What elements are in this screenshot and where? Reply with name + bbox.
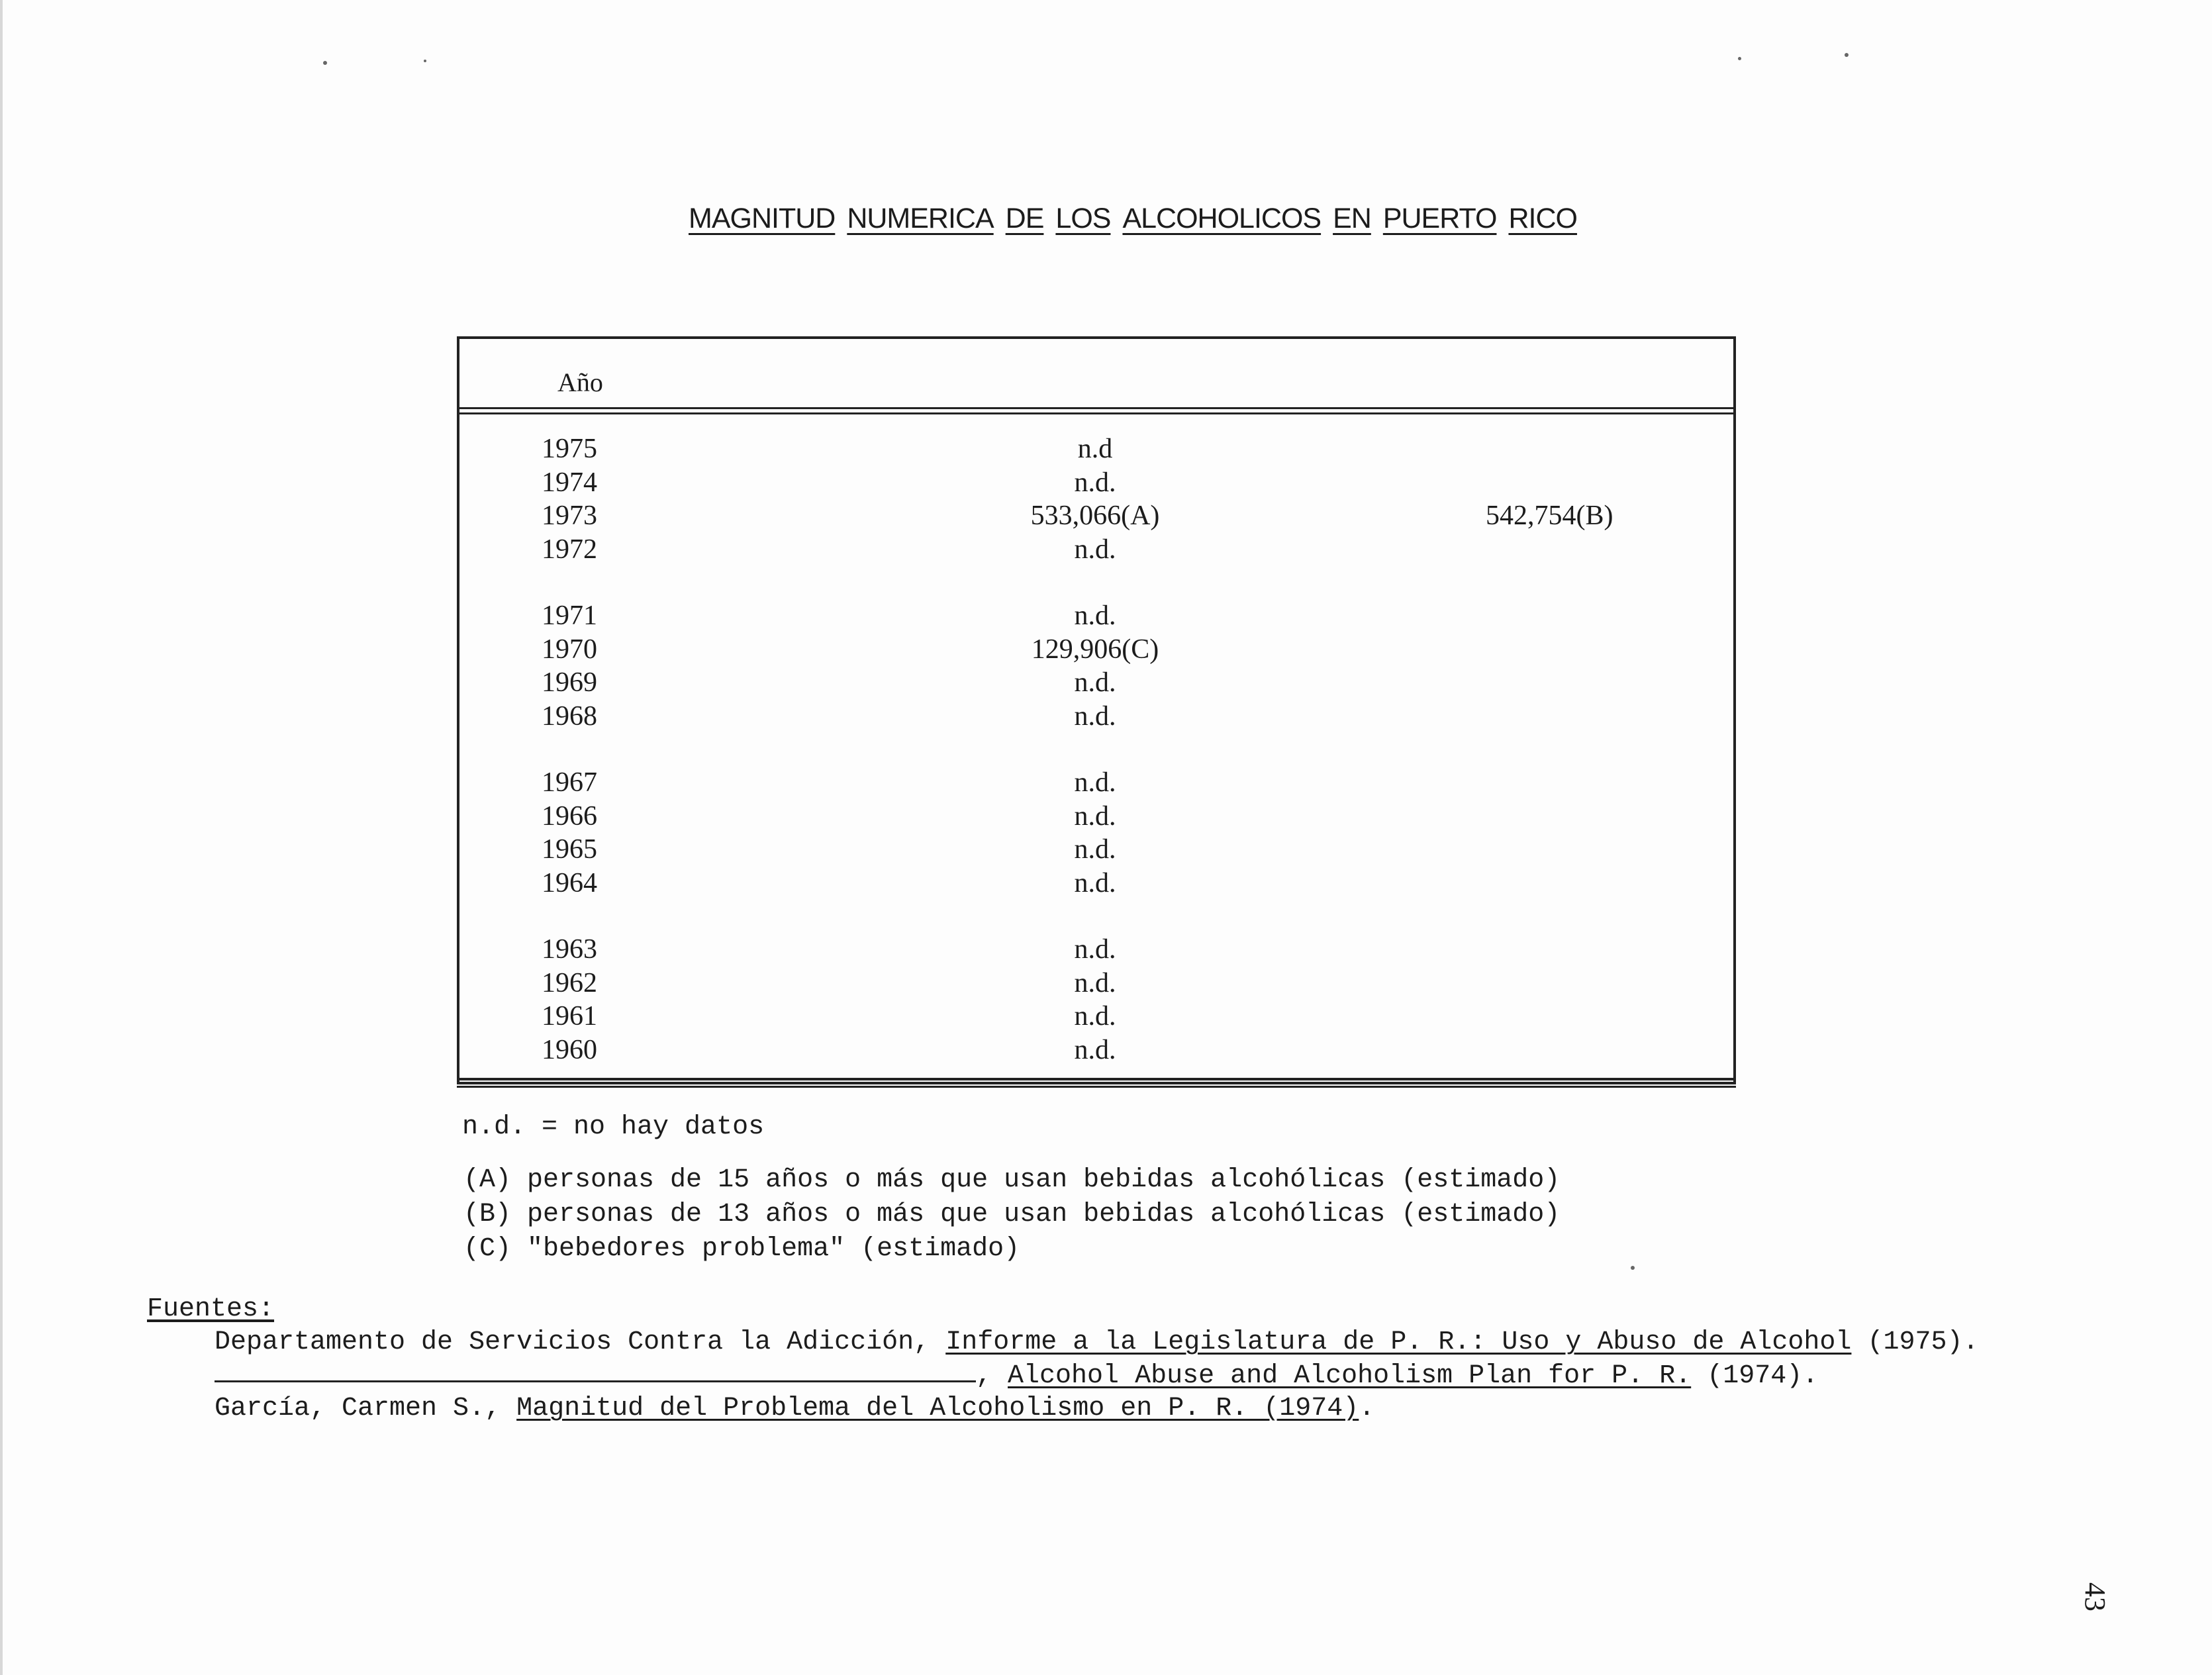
- source-2-separator: ,: [976, 1361, 992, 1391]
- source-2-year: (1974).: [1707, 1361, 1819, 1391]
- year-cell: 1973: [542, 501, 597, 531]
- value-cell: n.d.: [1074, 667, 1116, 698]
- column-header-year: Año: [557, 367, 603, 397]
- header-rule: [459, 407, 1733, 409]
- value-cell: n.d.: [1074, 1001, 1116, 1031]
- year-cell: 1961: [542, 1001, 597, 1031]
- title-word: MAGNITUD: [689, 203, 836, 234]
- value-cell: n.d.: [1074, 600, 1116, 631]
- title-word: EN: [1333, 203, 1371, 234]
- year-cell: 1969: [542, 667, 597, 698]
- source-1-author: Departamento de Servicios Contra la Adicción,: [215, 1327, 930, 1357]
- table-row: [459, 834, 1733, 867]
- source-2: [215, 1361, 1818, 1391]
- value-cell: n.d.: [1074, 867, 1116, 898]
- table-bottom-rule: [457, 1086, 1736, 1088]
- year-cell: 1972: [542, 534, 597, 565]
- title-word: NUMERICA: [847, 203, 994, 234]
- year-cell: 1971: [542, 600, 597, 631]
- table-header: [459, 339, 1733, 407]
- source-3: [215, 1394, 1374, 1423]
- table-bottom-rule: [457, 1078, 1736, 1080]
- table-row: [459, 933, 1733, 967]
- scan-speck: [424, 60, 426, 62]
- scan-speck: [323, 61, 327, 65]
- sources-label: Fuentes:: [147, 1294, 275, 1324]
- note-a: (A) personas de 15 años o más que usan bebidas alcohólicas (estimado): [463, 1165, 1561, 1195]
- title-word: PUERTO: [1382, 203, 1497, 234]
- year-cell: 1974: [542, 467, 597, 498]
- table-row: [459, 667, 1733, 700]
- table-row: [459, 1034, 1733, 1067]
- value-cell: n.d: [1077, 434, 1113, 464]
- source-2-ditto-line: [215, 1361, 976, 1382]
- value-cell: n.d.: [1074, 534, 1116, 565]
- year-cell: 1964: [542, 867, 597, 898]
- value-cell: n.d.: [1074, 800, 1116, 832]
- value-cell: n.d.: [1074, 700, 1116, 732]
- year-cell: 1962: [542, 967, 597, 998]
- value-cell: n.d.: [1074, 834, 1116, 865]
- source-3-end: .: [1359, 1394, 1375, 1423]
- year-cell: 1965: [542, 834, 597, 865]
- title-word: DE: [1005, 203, 1044, 234]
- table-row: [459, 634, 1733, 667]
- value-cell: n.d.: [1074, 467, 1116, 498]
- value-cell: n.d.: [1074, 967, 1116, 998]
- year-cell: 1975: [542, 434, 597, 464]
- source-3-title: Magnitud del Problema del Alcoholismo en P. R. (1974): [516, 1394, 1359, 1423]
- data-table: [457, 336, 1736, 1084]
- source-2-title: Alcohol Abuse and Alcoholism Plan for P. R.: [1008, 1361, 1692, 1391]
- value-cell: n.d.: [1074, 1034, 1116, 1065]
- value-cell: n.d.: [1074, 934, 1116, 965]
- value-cell: 129,906(C): [1031, 634, 1159, 665]
- scan-edge: [0, 0, 3, 1675]
- source-1: [215, 1327, 1978, 1357]
- title-word: LOS: [1055, 203, 1111, 234]
- scan-speck: [1631, 1266, 1635, 1270]
- year-cell: 1966: [542, 800, 597, 832]
- note-b: (B) personas de 13 años o más que usan bebidas alcohólicas (estimado): [463, 1200, 1561, 1229]
- page-title: [689, 203, 1577, 235]
- source-1-year: (1975).: [1867, 1327, 1979, 1357]
- year-cell: 1967: [542, 767, 597, 798]
- title-word: ALCOHOLICOS: [1122, 203, 1322, 234]
- note-nd: n.d. = no hay datos: [462, 1112, 765, 1142]
- scan-speck: [1845, 53, 1849, 57]
- year-cell: 1968: [542, 700, 597, 732]
- table-row: [459, 700, 1733, 734]
- table-row: [459, 433, 1733, 466]
- year-cell: 1963: [542, 934, 597, 965]
- header-rule: [459, 412, 1733, 414]
- title-word: RICO: [1508, 203, 1577, 234]
- year-cell: 1970: [542, 634, 597, 665]
- table-row: [459, 967, 1733, 1000]
- source-1-title: Informe a la Legislatura de P. R.: Uso y Abuso de Alcohol: [945, 1327, 1852, 1357]
- note-c: (C) "bebedores problema" (estimado): [463, 1234, 1020, 1264]
- table-row: [459, 534, 1733, 567]
- scan-speck: [1738, 57, 1741, 60]
- table-row: [459, 867, 1733, 900]
- table-row: [459, 600, 1733, 633]
- source-3-author: García, Carmen S.,: [215, 1394, 501, 1423]
- table-row: [459, 467, 1733, 500]
- value-cell: 533,066(A): [1030, 501, 1160, 531]
- year-cell: 1960: [542, 1034, 597, 1065]
- table-row: [459, 767, 1733, 800]
- page-number: 43: [2079, 1582, 2111, 1611]
- table-row: [459, 1000, 1733, 1033]
- value-cell: n.d.: [1074, 767, 1116, 798]
- table-row: [459, 500, 1733, 533]
- value-cell-secondary: 542,754(B): [1486, 501, 1613, 531]
- table-row: [459, 800, 1733, 834]
